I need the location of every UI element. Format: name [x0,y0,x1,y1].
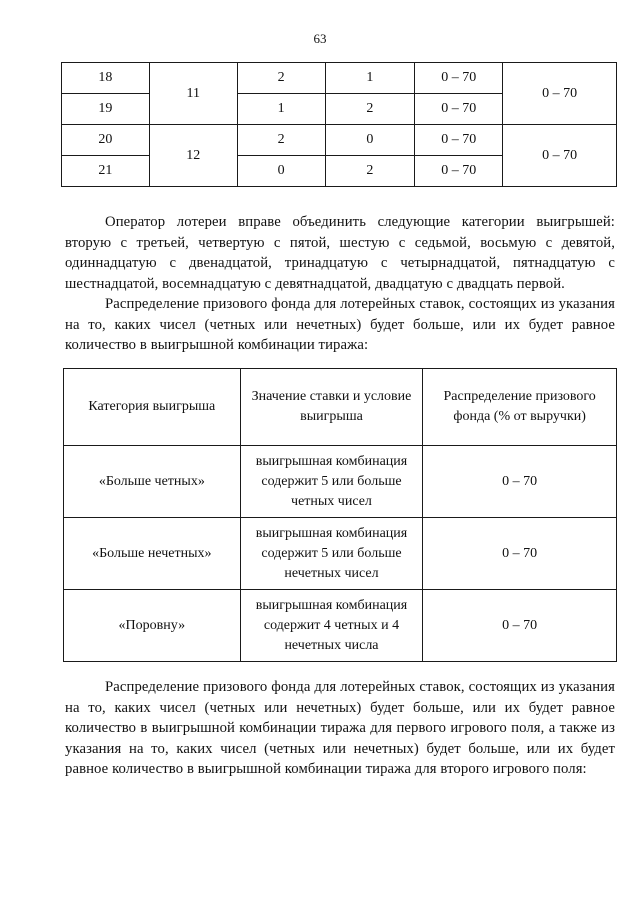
share-range: 0 – 70 [415,156,503,187]
even-count: 2 [237,125,325,156]
share-range: 0 – 70 [415,94,503,125]
paragraph-two-fields-distribution: Распределение призового фонда для лотерейных ставок, состоящих из указания на то, каких чисел (четных или нечетных) будет больше, или их будет равное количество в выигрышной комбинации тиража для первого игрового поля, а также из указания на то, каких чисел (четных или нечетных) будет больше, или их будет равное количество в выигрышной комбинации тиража для второго игрового поля: [65,679,615,777]
win-share: 0 – 70 [423,590,617,662]
group-share-range: 0 – 70 [503,63,617,125]
category-number: 21 [62,156,150,187]
odd-count: 0 [325,125,415,156]
odd-count: 2 [325,156,415,187]
group-number: 12 [149,125,237,187]
share-range: 0 – 70 [415,125,503,156]
category-number: 19 [62,94,150,125]
header-category: Категория выигрыша [64,369,241,446]
group-number: 11 [149,63,237,125]
share-range: 0 – 70 [415,63,503,94]
category-number: 18 [62,63,150,94]
even-count: 2 [237,63,325,94]
table-row [64,518,617,590]
group-share-range: 0 – 70 [503,125,617,187]
win-condition: выигрышная комбинация содержит 5 или больше нечетных чисел [240,518,423,590]
even-count: 0 [237,156,325,187]
header-share: Распределение призового фонда (% от выручки) [423,369,617,446]
category-table [61,62,617,187]
win-share: 0 – 70 [423,446,617,518]
category-number: 20 [62,125,150,156]
even-count: 1 [237,94,325,125]
win-category: «Больше нечетных» [64,518,241,590]
table-row [62,125,617,156]
table-row [62,63,617,94]
paragraph-merge-categories: Оператор лотереи вправе объединить следующие категории выигрышей: вторую с третьей, четвертую с пятой, шестую с седьмой, восьмую с девятой, одиннадцатую с двенадцатой, тринадцатую с четырнадцатой, пятнадцатую с шестнадцатой, восемнадцатую с девятнадцатой, двадцатую с двадцать первой. [65,214,615,292]
win-condition: выигрышная комбинация содержит 5 или больше четных чисел [240,446,423,518]
win-condition: выигрышная комбинация содержит 4 четных и 4 нечетных числа [240,590,423,662]
win-category: «Больше четных» [64,446,241,518]
table-header-row [64,369,617,446]
table-row [64,446,617,518]
prize-distribution-table [63,368,617,662]
win-share: 0 – 70 [423,518,617,590]
win-category: «Поровну» [64,590,241,662]
odd-count: 1 [325,63,415,94]
page-number: 63 [313,31,327,46]
table-row [64,590,617,662]
header-condition: Значение ставки и условие выигрыша [240,369,423,446]
odd-count: 2 [325,94,415,125]
paragraph-distribution-intro: Распределение призового фонда для лотерейных ставок, состоящих из указания на то, каких чисел (четных или нечетных) будет больше, или их будет равное количество в выигрышной комбинации тиража: [65,296,615,353]
